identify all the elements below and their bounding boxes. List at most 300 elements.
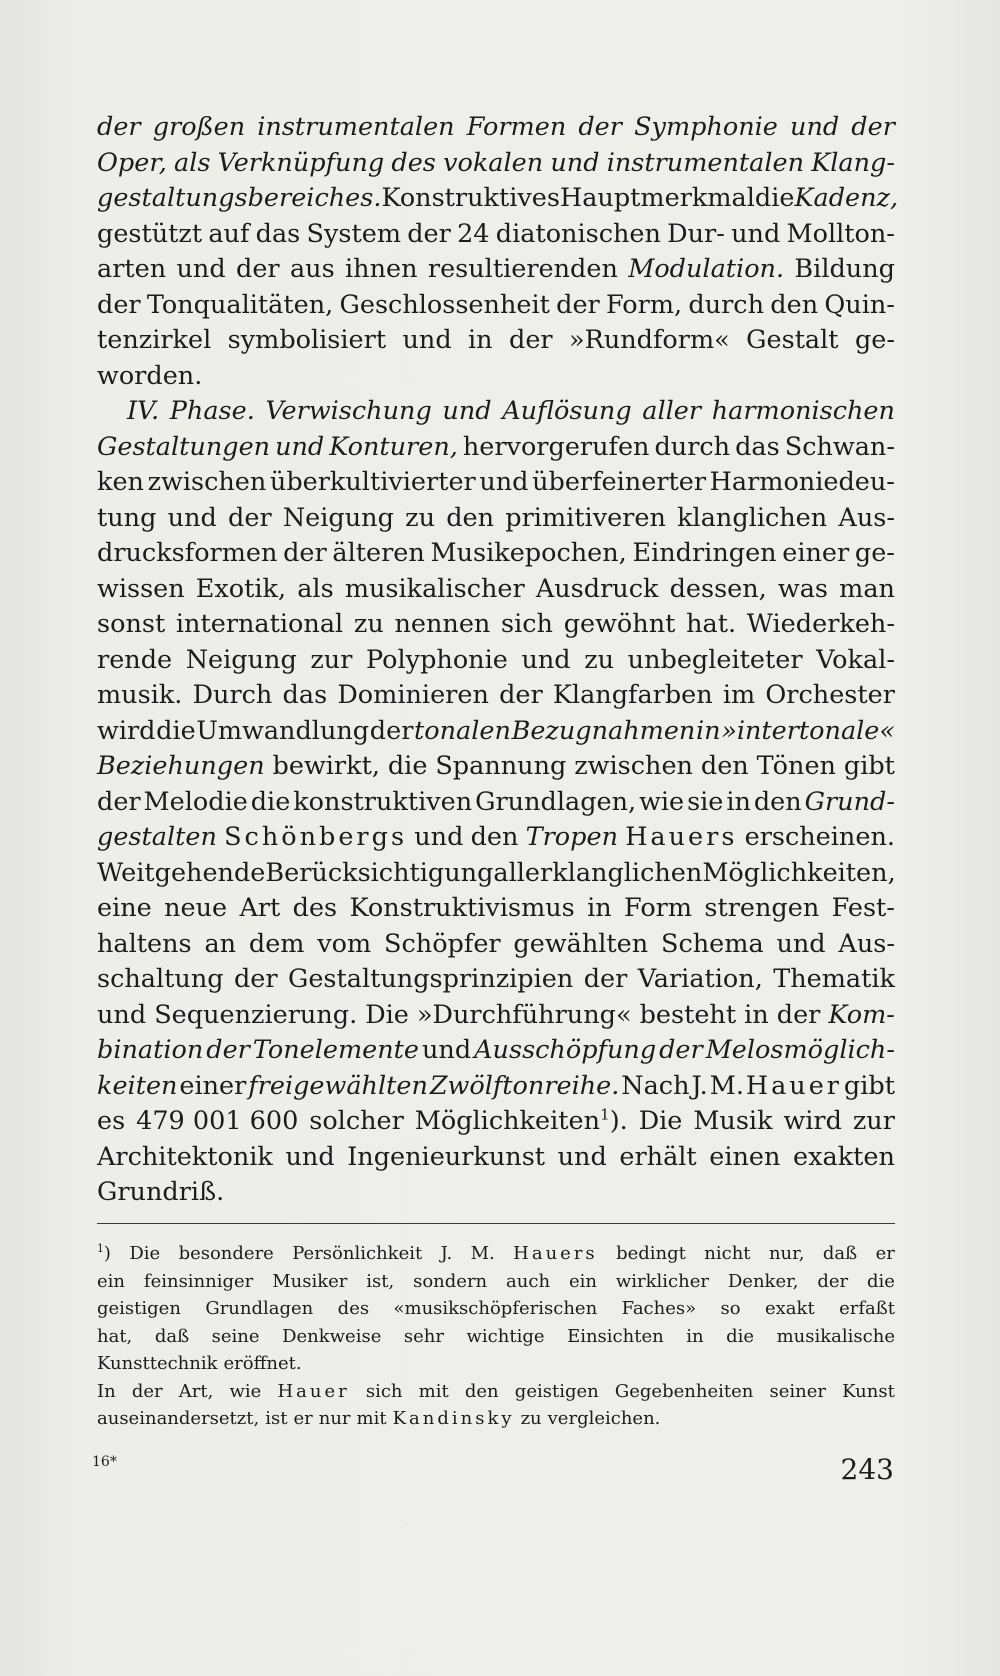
word: der (283, 538, 327, 568)
word: Sequenzierung. (154, 999, 358, 1030)
word: Beziehungen (97, 751, 265, 781)
word: sich (501, 609, 553, 639)
word: was (777, 573, 829, 604)
word: Thematik (773, 964, 895, 994)
spaced-name: Hauers (625, 822, 738, 852)
word: erfaßt (839, 1298, 895, 1319)
word: exakt (765, 1298, 815, 1319)
word: Melodie (143, 786, 248, 817)
word: diatonischen (495, 218, 661, 249)
word: Gegebenheiten (614, 1380, 754, 1402)
word: solcher (309, 1106, 404, 1136)
word: an (204, 928, 237, 959)
word: so (720, 1298, 741, 1319)
word: der (233, 964, 278, 994)
word: in (468, 325, 493, 355)
word: Ausschöpfung (474, 1035, 657, 1065)
word: in (686, 1325, 704, 1347)
word: gestaltungsbereiches. (97, 183, 382, 213)
word: mit (356, 1408, 387, 1429)
text-line (97, 1033, 895, 1069)
word: wird (783, 1106, 842, 1136)
word: der (228, 502, 272, 533)
word: Hauptmerkmal (559, 183, 755, 213)
word: sie (687, 786, 724, 817)
word: gibt (843, 751, 895, 781)
word: Kom- (828, 999, 895, 1030)
word: »intertonale« (721, 715, 895, 746)
word: Verknüpfung (217, 147, 385, 178)
text-line (97, 785, 895, 821)
word: tenzirkel (97, 325, 212, 355)
word: der (369, 715, 414, 746)
text-line (97, 110, 895, 146)
footnote-number: 1 (97, 1242, 104, 1255)
word: Kunst (842, 1380, 895, 1402)
text-line (97, 501, 895, 537)
word: nicht (704, 1243, 751, 1264)
word: Gestaltungen (97, 431, 271, 462)
word: Harmoniedeu- (709, 467, 895, 497)
word: gewöhnt (563, 609, 676, 639)
word: und (275, 431, 325, 462)
footnote-marker (97, 1240, 111, 1268)
word: den (446, 502, 495, 533)
text-line (97, 430, 895, 466)
word: Gestaltungsprinzipien (287, 964, 574, 994)
word: sonst (97, 609, 166, 639)
word: Klang- (811, 147, 895, 178)
word: unbegleiteter (627, 644, 803, 675)
word: Konturen, (329, 431, 458, 462)
text-line (97, 181, 899, 217)
word: Grundriß. (97, 1177, 225, 1207)
word: neue (164, 893, 228, 923)
word: den (464, 1380, 499, 1402)
word: Tonqualitäten, (146, 289, 334, 320)
word: Die (638, 1106, 683, 1136)
word: Grundlagen, (475, 786, 637, 817)
spaced-name: Hauer (745, 1070, 842, 1101)
word: die (156, 715, 196, 746)
word: In (97, 1380, 116, 1402)
word: sehr (403, 1325, 444, 1347)
spaced-name: Kandinsky (392, 1408, 515, 1429)
word: und (776, 928, 826, 959)
word: zwischen (574, 751, 693, 781)
word: der (236, 254, 280, 284)
word: Polyphonie (366, 644, 508, 675)
footnote-line (97, 1295, 895, 1323)
word: Schema (661, 928, 764, 959)
text-line (97, 465, 895, 501)
word: Aus- (838, 928, 895, 959)
word: Neigung (282, 502, 394, 533)
footnote-ref: 1 (600, 1105, 610, 1124)
word: der (509, 325, 553, 355)
word: M. (470, 1243, 495, 1264)
word: durch (688, 289, 765, 320)
word: Die (129, 1243, 161, 1264)
word: und (285, 1141, 335, 1172)
word: rende (97, 644, 173, 675)
word: ist, (366, 1270, 395, 1292)
word: Spannung (435, 751, 567, 781)
text-line (97, 927, 895, 963)
word: vom (317, 928, 372, 959)
word: Persönlichkeit (292, 1243, 423, 1264)
word: im (722, 680, 756, 710)
text-line (97, 678, 895, 714)
word: ist (265, 1408, 288, 1429)
word: Exotik, (195, 573, 287, 604)
word: Quin- (824, 289, 895, 320)
word: Dominieren (337, 680, 489, 710)
word: Vokal- (816, 644, 895, 675)
word: nur (318, 1408, 351, 1429)
word: Möglichkeiten, (702, 857, 896, 888)
word: Modulation. (628, 254, 785, 284)
word: und (557, 1141, 607, 1172)
text-line (97, 820, 895, 856)
word: als (174, 147, 211, 178)
word: das (735, 431, 780, 462)
word: bewirkt, (272, 751, 380, 781)
word: J. (691, 1070, 708, 1101)
word: Architektonik (97, 1141, 273, 1172)
word: klanglichen (552, 857, 703, 888)
word: hervorgerufen (462, 431, 650, 462)
word: seine (211, 1325, 260, 1347)
word: »Rundform« (569, 325, 730, 355)
word: auf (208, 218, 250, 249)
word: Oper, (97, 147, 167, 178)
word: in (587, 893, 612, 923)
word: er (875, 1243, 895, 1264)
text-line (97, 856, 895, 892)
word: besondere (178, 1243, 274, 1264)
word: Ingenieurkunst (347, 1141, 546, 1172)
word: Gestalt (746, 325, 839, 355)
word: seiner (769, 1380, 826, 1402)
number: 479 001 600 (136, 1106, 299, 1136)
word: international (175, 609, 344, 639)
word: haltens (97, 928, 192, 959)
word: J. (440, 1243, 453, 1264)
word: aller (642, 396, 702, 426)
word: und (176, 254, 226, 284)
word: Zwölftonreihe. (429, 1070, 620, 1101)
word: «musikschöpferischen (393, 1298, 598, 1319)
word: Möglichkeiten (414, 1106, 600, 1136)
word: und (521, 644, 571, 675)
word: drucksformen (97, 538, 278, 568)
word: harmonischen (711, 396, 895, 426)
word: hat. (686, 609, 737, 639)
word: der (97, 786, 141, 817)
word: sich (365, 1380, 403, 1402)
word: der (206, 1035, 250, 1065)
word: der (499, 680, 543, 710)
word: einer (179, 1070, 247, 1101)
word: gewählten (513, 928, 649, 959)
word: Phase. (169, 396, 255, 426)
word: zu (405, 502, 435, 533)
word: Fest- (831, 893, 895, 923)
word: es (97, 1106, 126, 1136)
word: vokalen (443, 147, 544, 178)
word: zu (520, 1408, 542, 1429)
word: resultierenden (427, 254, 618, 284)
text-line (97, 643, 895, 679)
word: Dur- (667, 218, 725, 249)
word: daß (822, 1243, 858, 1264)
word: in (726, 786, 751, 817)
word: instrumentalen (606, 147, 805, 178)
word: dessen, (669, 573, 767, 604)
word: mit (418, 1380, 449, 1402)
word: dem (248, 928, 305, 959)
text-line (97, 714, 895, 750)
text-line (97, 1069, 895, 1105)
text-line (97, 998, 895, 1034)
word: Melosmöglich- (705, 1035, 895, 1065)
footnote-line (97, 1350, 895, 1378)
word: sondern (413, 1270, 488, 1292)
spaced-name: Schönbergs (224, 822, 408, 852)
word: und (731, 218, 781, 249)
footnotes (97, 1240, 895, 1433)
word: eine (97, 893, 152, 923)
word: der (578, 112, 622, 142)
word: der (776, 999, 821, 1030)
page-number: 243 (840, 1453, 894, 1486)
word: der (659, 1035, 703, 1065)
text-line (97, 252, 895, 288)
word: keiten (97, 1070, 178, 1101)
word: Musikepochen, (430, 538, 627, 568)
word: wissen (97, 573, 185, 604)
word: Musik (693, 1106, 773, 1136)
word: Eindringen (632, 538, 777, 568)
word: zu (584, 644, 615, 675)
word: 24 (457, 218, 490, 249)
word: und (97, 999, 147, 1030)
word: tonalen (414, 715, 511, 746)
word: des (337, 1298, 370, 1319)
word: einer (782, 538, 850, 568)
word: wie (229, 1380, 262, 1402)
word: Formen (466, 112, 567, 142)
word: älteren (332, 538, 425, 568)
text-line (97, 217, 895, 253)
word: und (550, 147, 600, 178)
footnote-line (97, 1323, 895, 1351)
word: ken (97, 467, 144, 497)
word: Kunsttechnik (97, 1353, 218, 1374)
text-line (97, 607, 895, 643)
word: gestalten (97, 822, 217, 852)
word: Aus- (838, 502, 895, 533)
word: und (402, 325, 452, 355)
word: Kadenz, (794, 183, 899, 213)
word-with-footnote-ref (415, 1104, 628, 1140)
word: Weitgehende (97, 857, 266, 888)
word: den (753, 786, 802, 817)
word: das (282, 680, 328, 710)
spaced-name: Hauers (513, 1243, 598, 1264)
footnote-line (97, 1405, 895, 1433)
word: System (306, 218, 401, 249)
word: Art (239, 893, 281, 923)
word: der (583, 964, 628, 994)
punctuation: ) (103, 1243, 111, 1264)
word: Denkweise (282, 1325, 382, 1347)
word: zur (852, 1106, 895, 1136)
word: Nach (621, 1070, 690, 1101)
word: ge- (854, 325, 895, 355)
word: symbolisiert (227, 325, 387, 355)
word: der (131, 1380, 163, 1402)
word: des (391, 147, 436, 178)
word: aller (493, 857, 553, 888)
word: gestützt (97, 218, 203, 249)
word: und (414, 822, 464, 852)
text-line (97, 962, 895, 998)
word: »Durchführung« (416, 999, 632, 1030)
word: und (167, 502, 217, 533)
word: und (479, 467, 529, 497)
text-line (97, 749, 895, 785)
word: Tönen (756, 751, 836, 781)
word: der (407, 218, 451, 249)
word: Ausdruck (535, 573, 659, 604)
word: Durch (192, 680, 273, 710)
word: ein (97, 1270, 126, 1292)
word: die (726, 1325, 755, 1347)
word: strengen (704, 893, 820, 923)
word: nennen (394, 609, 491, 639)
word: Variation, (637, 964, 763, 994)
word: Orchester (765, 680, 895, 710)
word: Schöpfer (384, 928, 501, 959)
word: instrumentalen (257, 112, 455, 142)
word: er (293, 1408, 313, 1429)
word: der (97, 112, 141, 142)
word: das (255, 218, 301, 249)
word: die (250, 786, 291, 817)
word: der (97, 289, 141, 320)
text-line (97, 359, 895, 395)
word: und (790, 112, 840, 142)
word: musikalische (776, 1325, 895, 1347)
word: auseinandersetzt, (97, 1408, 260, 1429)
word: überfeinerter (532, 467, 707, 497)
word: Grund- (804, 786, 895, 817)
text-line (97, 1175, 895, 1211)
word: die (867, 1270, 895, 1292)
word: zwischen (147, 467, 267, 497)
word: großen (152, 112, 246, 142)
punctuation: ). (609, 1106, 628, 1136)
word: Verwischung (265, 396, 432, 426)
word: ein (568, 1270, 597, 1292)
word: geistigen (514, 1380, 599, 1402)
word: M. (709, 1070, 744, 1101)
word: die (387, 751, 428, 781)
text-line (97, 394, 895, 430)
word: wie (639, 786, 685, 817)
word: hat, (97, 1325, 133, 1347)
word: als (297, 573, 334, 604)
word: primitiveren (505, 502, 666, 533)
word: Umwandlung (196, 715, 370, 746)
word: die (754, 183, 795, 213)
footnote-line (97, 1378, 895, 1406)
text-line (97, 891, 895, 927)
word: Tropen (525, 822, 618, 852)
word: Musiker (272, 1270, 348, 1292)
body-text (97, 110, 899, 1211)
word: ge- (854, 538, 895, 568)
word: erhält (619, 1141, 697, 1172)
word: ihnen (345, 254, 418, 284)
signature-mark: 16* (92, 1454, 117, 1470)
word: Tonelemente (252, 1035, 420, 1065)
word: besteht (639, 999, 737, 1030)
word: in (695, 715, 721, 746)
word: Faches» (621, 1298, 697, 1319)
word: Einsichten (567, 1325, 664, 1347)
word: worden. (97, 360, 203, 391)
word: und (422, 1035, 472, 1065)
word: überkultivierter (269, 467, 476, 497)
word: Klangfarben (552, 680, 713, 710)
text-line (97, 1104, 895, 1140)
word: des (292, 893, 338, 923)
text-line (97, 323, 895, 359)
word: musikalischer (344, 573, 525, 604)
word: Auflösung (502, 396, 632, 426)
word: nur, (768, 1243, 805, 1264)
word: Berücksichtigung (265, 857, 494, 888)
word: den (470, 822, 519, 852)
word: Konstruktivismus (349, 893, 575, 923)
word: bedingt (616, 1243, 686, 1264)
word: durch (654, 431, 731, 462)
text-line (97, 288, 895, 324)
word: daß (154, 1325, 190, 1347)
word: gibt (843, 1070, 895, 1101)
word: einen (709, 1141, 781, 1172)
word: den (770, 289, 819, 320)
word: wird (97, 715, 156, 746)
footnote-rule (97, 1223, 895, 1224)
spaced-name: Hauer (277, 1380, 350, 1402)
word: Denker, (727, 1270, 799, 1292)
word: in (744, 999, 769, 1030)
footnote-line (97, 1268, 895, 1296)
text-line (97, 572, 895, 608)
word: bination (97, 1035, 204, 1065)
word: konstruktiven (293, 786, 473, 817)
word: der (851, 112, 895, 142)
word: und (442, 396, 492, 426)
word: vergleichen. (547, 1408, 661, 1429)
footnote-line (97, 1240, 895, 1268)
word: Mollton- (786, 218, 895, 249)
word: erscheinen. (744, 822, 895, 852)
